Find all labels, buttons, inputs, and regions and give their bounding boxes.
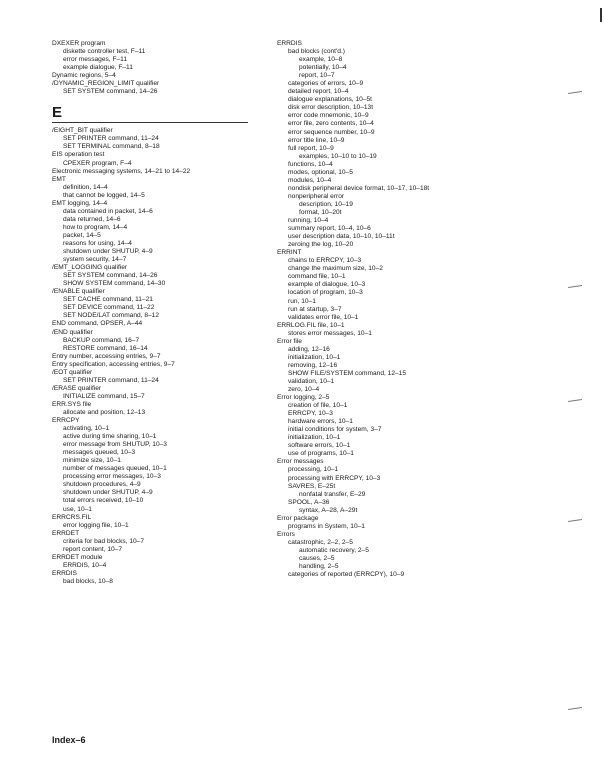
index-subentry: shutdown under SHUTUP, 4–9 bbox=[63, 248, 153, 256]
index-subentry: SET TERMINAL command, 8–18 bbox=[63, 143, 160, 151]
index-subentry: modes, optional, 10–5 bbox=[288, 168, 353, 176]
index-subentry: SET PRINTER command, 11–24 bbox=[63, 135, 159, 143]
index-subentry: allocate and position, 12–13 bbox=[63, 408, 146, 416]
index-subentry: command file, 10–1 bbox=[288, 273, 346, 281]
section-letter: E bbox=[52, 104, 63, 122]
index-column-left bbox=[52, 40, 262, 586]
index-entry: EIS operation test bbox=[52, 151, 105, 159]
index-entry: /EMT_LOGGING qualifier bbox=[52, 264, 128, 272]
margin-mark bbox=[568, 707, 582, 710]
index-subentry: error message from SHUTUP, 10–3 bbox=[63, 441, 167, 449]
index-subentry: chains to ERRCPY, 10–3 bbox=[288, 257, 362, 265]
index-subentry: dialogue explanations, 10–5t bbox=[288, 96, 372, 104]
index-entry: /ERASE qualifier bbox=[52, 384, 102, 392]
index-entry: ERRDIS bbox=[277, 40, 302, 47]
index-subentry: processing error messages, 10–3 bbox=[63, 473, 161, 481]
index-subentry: SAVRES, E–25t bbox=[288, 482, 336, 490]
index-subentry: run at startup, 3–7 bbox=[288, 305, 342, 313]
index-entry: Entry specification, accessing entries, 9–7 bbox=[52, 360, 175, 368]
index-subentry: minimize size, 10–1 bbox=[63, 457, 121, 465]
index-subentry: active during time sharing, 10–1 bbox=[63, 433, 157, 441]
index-entry: ERRCPY bbox=[52, 417, 80, 425]
index-subentry: SET PRINTER command, 11–24 bbox=[63, 376, 159, 384]
index-subentry: RESTORE command, 16–14 bbox=[63, 344, 148, 352]
index-subentry: syntax, A–28, A–29t bbox=[299, 506, 358, 514]
index-entry: /EOT qualifier bbox=[52, 368, 93, 376]
index-subentry: packet, 14–5 bbox=[63, 231, 101, 239]
index-subentry: CPEXER program, F–4 bbox=[63, 159, 132, 167]
index-subentry: report, 10–7 bbox=[299, 72, 335, 80]
index-subentry: examples, 10–10 to 10–19 bbox=[299, 152, 377, 160]
index-subentry: error logging file, 10–1 bbox=[63, 521, 129, 529]
section-rule bbox=[52, 122, 248, 123]
index-subentry: definition, 14–4 bbox=[63, 183, 108, 191]
index-subentry: how to program, 14–4 bbox=[63, 223, 128, 231]
index-entry: Error file bbox=[277, 337, 302, 345]
index-subentry: ERRCPY, 10–3 bbox=[288, 410, 333, 418]
index-entry: ERR.SYS file bbox=[52, 400, 92, 408]
index-subentry: SPOOL, A–36 bbox=[288, 498, 330, 506]
index-subentry: zero, 10–4 bbox=[288, 386, 320, 394]
index-subentry: error file, zero contents, 10–4 bbox=[288, 120, 374, 128]
index-subentry: disk error description, 10–13t bbox=[288, 104, 374, 112]
index-entry: ERRDET module bbox=[52, 553, 103, 561]
index-subentry: processing, 10–1 bbox=[288, 466, 339, 474]
section-header-e bbox=[52, 105, 262, 123]
index-subentry: SHOW FILE/SYSTEM command, 12–15 bbox=[288, 369, 406, 377]
index-subentry: data contained in packet, 14–6 bbox=[63, 207, 153, 215]
index-subentry: categories of errors, 10–9 bbox=[288, 80, 364, 88]
index-subentry: number of messages queued, 10–1 bbox=[63, 465, 167, 473]
index-entry: ERRLOG.FIL file, 10–1 bbox=[277, 321, 345, 329]
index-subentry: removing, 12–16 bbox=[288, 361, 338, 369]
index-subentry: running, 10–4 bbox=[288, 217, 329, 225]
index-subentry: initial conditions for system, 3–7 bbox=[288, 426, 382, 434]
index-subentry: nondisk peripheral device format, 10–17, 10–18t bbox=[288, 184, 430, 192]
index-entry: ERRCRS.FIL bbox=[52, 513, 92, 521]
index-entry: EMT bbox=[52, 175, 66, 183]
index-subentry: potentially, 10–4 bbox=[299, 64, 347, 72]
index-subentry: ERRDIS, 10–4 bbox=[63, 561, 107, 569]
index-subentry: full report, 10–9 bbox=[288, 144, 334, 152]
index-subentry: stores error messages, 10–1 bbox=[288, 329, 372, 337]
index-subentry: INITIALIZE command, 15–7 bbox=[63, 392, 145, 400]
index-subentry: shutdown procedures, 4–9 bbox=[63, 481, 141, 489]
edge-tick bbox=[600, 8, 602, 22]
index-subentry: shutdown under SHUTUP, 4–9 bbox=[63, 489, 153, 497]
index-subentry: modules, 10–4 bbox=[288, 176, 332, 184]
index-subentry: error messages, F–11 bbox=[63, 56, 128, 64]
index-subentry: software errors, 10–1 bbox=[288, 442, 351, 450]
index-subentry: initialization, 10–1 bbox=[288, 353, 341, 361]
index-subentry: catastrophic, 2–2, 2–5 bbox=[288, 538, 353, 546]
index-subentry: that cannot be logged, 14–5 bbox=[63, 191, 145, 199]
index-entry: END command, OPSER, A–44 bbox=[52, 320, 143, 328]
index-subentry: functions, 10–4 bbox=[288, 160, 333, 168]
index-subentry: validation, 10–1 bbox=[288, 377, 335, 385]
index-subentry: bad blocks (cont'd.) bbox=[288, 48, 345, 56]
index-entry: /END qualifier bbox=[52, 328, 93, 336]
index-entry: DXEXER program bbox=[52, 40, 106, 47]
index-subentry: hardware errors, 10–1 bbox=[288, 418, 353, 426]
index-subentry: criteria for bad blocks, 10–7 bbox=[63, 537, 144, 545]
index-subentry: reasons for using, 14–4 bbox=[63, 239, 132, 247]
index-subentry: nonfatal transfer, E–29 bbox=[299, 490, 366, 498]
index-subentry: change the maximum size, 10–2 bbox=[288, 265, 383, 273]
index-entry: ERRINT bbox=[277, 249, 302, 257]
index-subentry: location of program, 10–3 bbox=[288, 289, 363, 297]
index-subentry: example, 10–8 bbox=[299, 56, 343, 64]
index-subentry: processing with ERRCPY, 10–3 bbox=[288, 474, 381, 482]
index-subentry: BACKUP command, 16–7 bbox=[63, 336, 140, 344]
index-entry: /EIGHT_BIT qualifier bbox=[52, 127, 113, 135]
index-subentry: SHOW SYSTEM command, 14–30 bbox=[63, 280, 166, 288]
index-subentry: diskette controller test, F–11 bbox=[63, 48, 146, 56]
index-subentry: run, 10–1 bbox=[288, 297, 316, 305]
index-subentry: SET DEVICE command, 11–22 bbox=[63, 304, 155, 312]
entries-after-letter bbox=[52, 127, 262, 586]
index-subentry: SET CACHE command, 11–21 bbox=[63, 296, 153, 304]
index-subentry: adding, 12–16 bbox=[288, 345, 330, 353]
index-entry: EMT logging, 14–4 bbox=[52, 199, 108, 207]
index-subentry: bad blocks, 10–8 bbox=[63, 577, 113, 585]
index-subentry: data returned, 14–6 bbox=[63, 215, 121, 223]
index-subentry: format, 10–20t bbox=[299, 208, 342, 216]
index-subentry: causes, 2–5 bbox=[299, 555, 335, 562]
index-subentry: programs in System, 10–1 bbox=[288, 522, 365, 530]
index-subentry: error code mnemonic, 10–9 bbox=[288, 112, 369, 120]
index-subentry: description, 10–19 bbox=[299, 200, 353, 208]
index-subentry: error sequence number, 10–9 bbox=[288, 128, 375, 136]
index-subentry: creation of file, 10–1 bbox=[288, 402, 348, 410]
index-subentry: example dialogue, F–11 bbox=[63, 64, 133, 72]
index-entry: Error package bbox=[277, 514, 319, 522]
index-entry: Entry number, accessing entries, 9–7 bbox=[52, 352, 161, 360]
index-subentry: validates error file, 10–1 bbox=[288, 313, 359, 321]
index-entry: Dynamic regions, 5–4 bbox=[52, 72, 116, 80]
index-column-right bbox=[277, 40, 577, 579]
index-entry: ERRDET bbox=[52, 529, 80, 537]
index-subentry: user description data, 10–10, 10–11t bbox=[288, 233, 395, 241]
index-subentry: detailed report, 10–4 bbox=[288, 88, 349, 96]
index-entry: Errors bbox=[277, 530, 295, 538]
page-label: Index–6 bbox=[52, 735, 86, 745]
index-subentry: zeroing the log, 10–20 bbox=[288, 241, 354, 249]
index-subentry: example of dialogue, 10–3 bbox=[288, 281, 366, 289]
index-subentry: total errors received, 10–10 bbox=[63, 497, 144, 505]
index-subentry: messages queued, 10–3 bbox=[63, 449, 136, 457]
index-subentry: error title line, 10–9 bbox=[288, 136, 345, 144]
index-subentry: categories of reported (ERRCPY), 10–9 bbox=[288, 571, 405, 579]
entries-before-letter bbox=[52, 40, 262, 96]
index-subentry: SET SYSTEM command, 14–26 bbox=[63, 88, 158, 96]
index-subentry: system security, 14–7 bbox=[63, 256, 127, 264]
index-subentry: SET SYSTEM command, 14–26 bbox=[63, 272, 158, 280]
index-subentry: initialization, 10–1 bbox=[288, 434, 341, 442]
index-subentry: SET NODE/LAT command, 8–12 bbox=[63, 312, 160, 320]
index-subentry: use of programs, 10–1 bbox=[288, 450, 354, 458]
index-subentry: handling, 2–5 bbox=[299, 563, 339, 571]
index-subentry: summary report, 10–4, 10–6 bbox=[288, 225, 371, 233]
index-entry: Error logging, 2–5 bbox=[277, 394, 330, 402]
index-subentry: nonperipheral error bbox=[288, 192, 345, 200]
index-entry: /DYNAMIC_REGION_LIMIT qualifier bbox=[52, 80, 160, 88]
index-subentry: activating, 10–1 bbox=[63, 425, 110, 433]
index-entry: Error messages bbox=[277, 458, 324, 466]
index-entry: ERRDIS bbox=[52, 569, 77, 577]
index-entry: /ENABLE qualifier bbox=[52, 288, 105, 296]
index-entry: Electronic messaging systems, 14–21 to 14–22 bbox=[52, 167, 191, 175]
index-subentry: use, 10–1 bbox=[63, 505, 92, 513]
index-subentry: automatic recovery, 2–5 bbox=[299, 546, 369, 554]
index-subentry: report content, 10–7 bbox=[63, 545, 123, 553]
